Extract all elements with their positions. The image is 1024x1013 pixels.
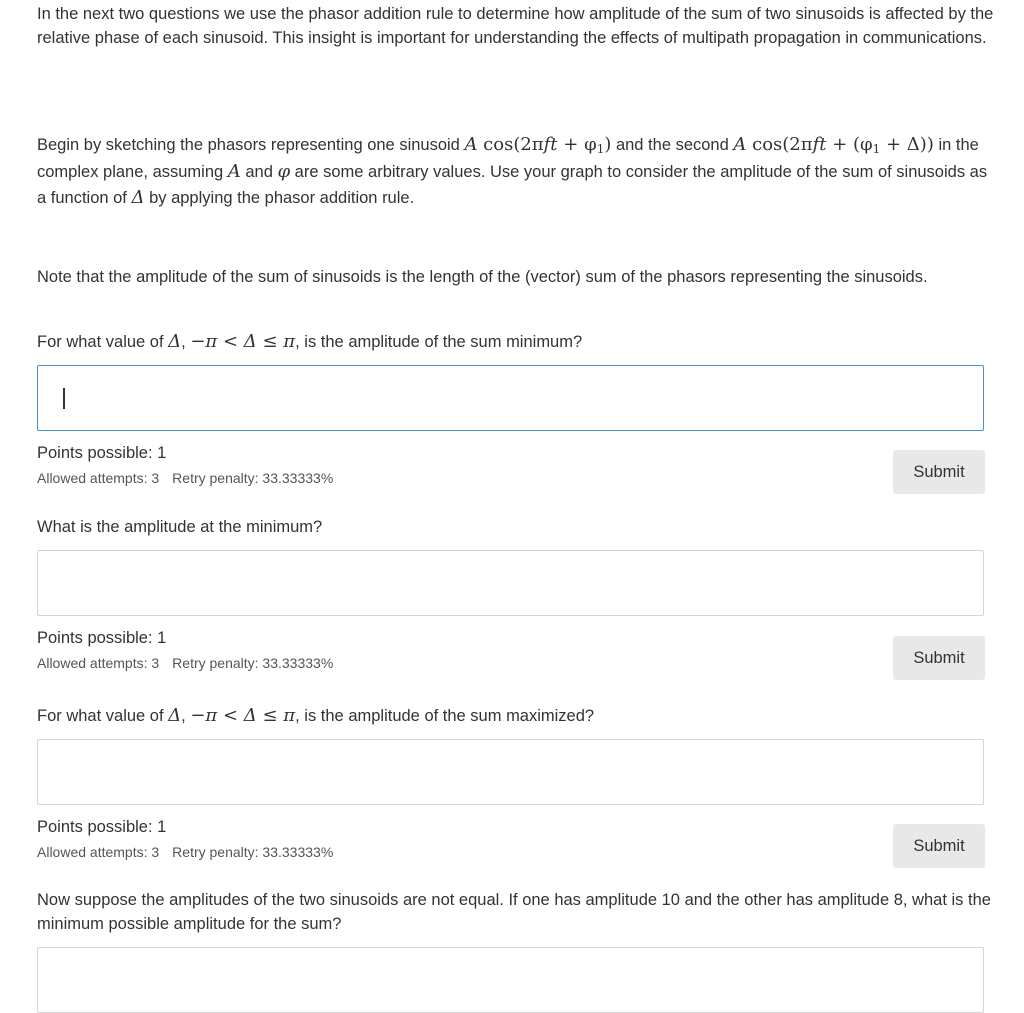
question-3-answer-input[interactable] [38,740,983,804]
question-2-attempt-info: Allowed attempts: 3 Retry penalty: 33.33333% [37,655,334,671]
question-2-answer-input[interactable] [38,551,983,615]
question-4-answer-input[interactable] [38,948,983,1012]
sinusoid-one-expression: A $\cos(2\pi ft + \varphi_1)$ [464,134,612,156]
sinusoid-two-expression: A $\cos(2\pi ft + (\varphi_1 + \Delta))$ [733,134,934,156]
question-1-answer-field[interactable] [37,365,984,431]
amplitude-note: Note that the amplitude of the sum of sinusoids is the length of the (vector) sum of the phasors representing the sinusoids. [37,268,928,286]
question-1-submit-button[interactable]: Submit [893,450,985,494]
question-1-text: For what value of Δ, −π < Δ ≤ π, is the amplitude of the sum minimum? [37,331,583,352]
question-2-submit-button[interactable]: Submit [893,636,985,680]
sketch-instructions: Begin by sketching the phasors representing one sinusoid A $\cos(2\pi ft + \varphi_1)$ and the second A $\cos(2\pi ft + (\varphi_1 + \Delta))$ in the complex plane, assuming A and φ are some arbitrary values. Use your graph to consider the amplitude of the sum of sinusoids as a function of Δ by applying the phasor addition rule. [37,134,988,208]
question-2-points: Points possible: 1 [37,629,167,647]
question-3-answer-field[interactable] [37,739,984,805]
question-1-answer-input[interactable] [38,366,983,430]
question-3-points: Points possible: 1 [37,818,167,836]
question-3-attempt-info: Allowed attempts: 3 Retry penalty: 33.33333% [37,844,334,860]
question-1-points: Points possible: 1 [37,444,167,462]
question-2-text: What is the amplitude at the minimum? [37,518,323,536]
question-1-attempt-info: Allowed attempts: 3 Retry penalty: 33.33333% [37,470,334,486]
question-2-answer-field[interactable] [37,550,984,616]
question-4-text: Now suppose the amplitudes of the two sinusoids are not equal. If one has amplitude 10 and the other has amplitude 8, what is the minimum possible amplitude for the sum? [37,891,991,933]
text-caret [63,388,65,409]
question-3-submit-button[interactable]: Submit [893,824,985,868]
intro-paragraph: In the next two questions we use the phasor addition rule to determine how amplitude of the sum of two sinusoids is affected by the relative phase of each sinusoid. This insight is important for understanding the effects of multipath propagation in communications. [37,5,994,47]
question-3-text: For what value of Δ, −π < Δ ≤ π, is the amplitude of the sum maximized? [37,705,595,726]
question-4-answer-field[interactable] [37,947,984,1013]
